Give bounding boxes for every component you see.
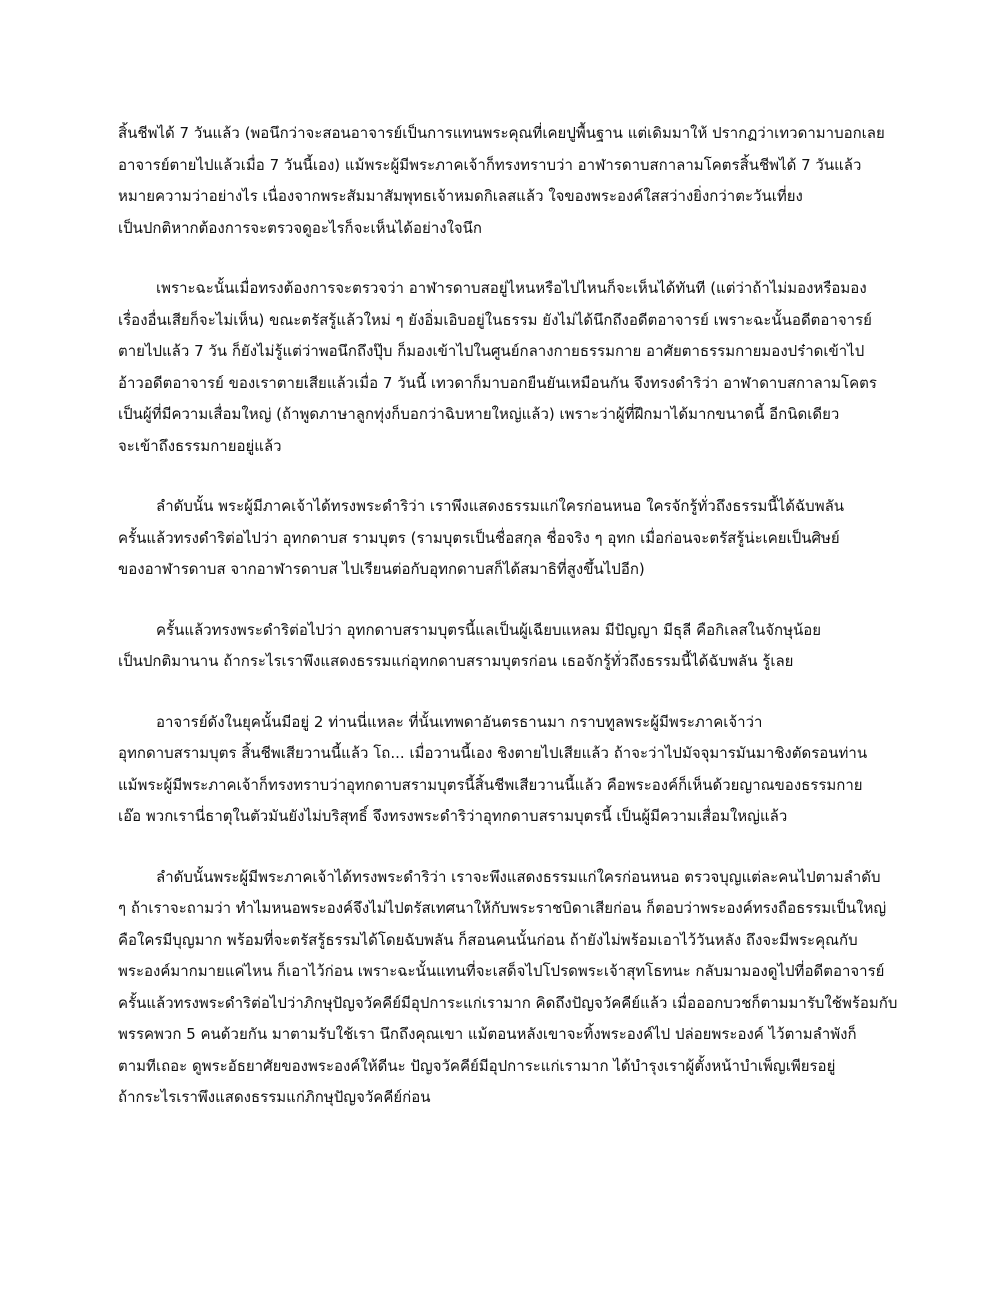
text-line: ของอาฬารดาบส จากอาฬารดาบส ไปเรียนต่อกับอุทกดาบสก็ได้สมาธิที่สูงขึ้นไปอีก) bbox=[118, 560, 645, 578]
document-body bbox=[118, 118, 898, 1143]
text-line: เป็นผู้ที่มีความเสื่อมใหญ่ (ถ้าพูดภาษาลูกทุ่งก็บอกว่าฉิบหายใหญ่แล้ว) เพราะว่าผู้ที่ฝึกมาได้มากขนาดนี้ อีกนิดเดียว bbox=[118, 405, 840, 423]
text-line: ครั้นแล้วทรงดำริต่อไปว่า อุทกดาบส รามบุตร (รามบุตรเป็นชื่อสกุล ชื่อจริง ๆ อุทก เมื่อก่อนจะตรัสรู้น่ะเคยเป็นศิษย์ bbox=[118, 528, 840, 547]
text-line: ๆ ถ้าเราจะถามว่า ทำไมหนอพระองค์จึงไม่ไปตรัสเทศนาให้กับพระราชบิดาเสียก่อน ก็ตอบว่าพระองค์ทรงถือธรรมเป็นใหญ่ bbox=[118, 899, 887, 917]
text-line: เพราะฉะนั้นเมื่อทรงต้องการจะตรวจว่า อาฬารดาบสอยู่ไหนหรือไปไหนก็จะเห็นได้ทันที (แต่ว่าถ้าไม่มองหรือมอง bbox=[156, 279, 867, 297]
text-line: อุทกดาบสรามบุตร สิ้นชีพเสียวานนี้แล้ว โถ... เมื่อวานนี้เอง ชิงตายไปเสียแล้ว ถ้าจะว่าไปมัจจุมารมันมาชิงตัดรอนท่าน bbox=[118, 744, 868, 762]
paragraph-5 bbox=[118, 707, 898, 833]
text-line: อ้าวอดีตอาจารย์ ของเราตายเสียแล้วเมื่อ 7 วันนี้ เทวดาก็มาบอกยืนยันเหมือนกัน จึงทรงดำริว่า อาฬาดาบสกาลามโคตร bbox=[118, 373, 877, 392]
text-line: ตายไปแล้ว 7 วัน ก็ยังไม่รู้แต่ว่าพอนึกถึงปุ๊บ ก็มองเข้าไปในศูนย์กลางกายธรรมกาย อาศัยตาธรรมกายมองปร๋าดเข้าไป bbox=[118, 342, 865, 360]
text-line: ลำดับนั้น พระผู้มีภาคเจ้าได้ทรงพระดำริว่า เราพึงแสดงธรรมแก่ใครก่อนหนอ ใครจักรู้ทั่วถึงธรรมนี้ได้ฉับพลัน bbox=[156, 497, 845, 515]
text-line: พระองค์มากมายแค่ไหน ก็เอาไว้ก่อน เพราะฉะนั้นแทนที่จะเสด็จไปโปรดพระเจ้าสุทโธทนะ กลับมามองดูไปที่อดีตอาจารย์ bbox=[118, 962, 885, 980]
text-line: แม้พระผู้มีพระภาคเจ้าก็ทรงทราบว่าอุทกดาบสรามบุตรนี้สิ้นชีพเสียวานนี้แล้ว คือพระองค์ก็เห็นด้วยญาณของธรรมกาย bbox=[118, 775, 863, 794]
paragraph-3 bbox=[118, 491, 898, 586]
text-line: เป็นปกติมานาน ถ้ากระไรเราพึงแสดงธรรมแก่อุทกดาบสรามบุตรก่อน เธอจักรู้ทั่วถึงธรรมนี้ได้ฉับพลัน รู้เลย bbox=[118, 652, 794, 670]
paragraph-4 bbox=[118, 615, 898, 678]
text-line: ครั้นแล้วทรงพระดำริต่อไปว่า อุทกดาบสรามบุตรนี้แลเป็นผู้เฉียบแหลม มีปัญญา มีธุลี คือกิเลสในจักษุน้อย bbox=[156, 620, 822, 639]
text-line: พรรคพวก 5 คนด้วยกัน มาตามรับใช้เรา นึกถึงคุณเขา แม้ตอนหลังเขาจะทิ้งพระองค์ไป ปล่อยพระองค์ ไว้ตามลำพังก็ bbox=[118, 1025, 857, 1043]
text-line: ลำดับนั้นพระผู้มีพระภาคเจ้าได้ทรงพระดำริว่า เราจะพึงแสดงธรรมแก่ใครก่อนหนอ ตรวจบุญแต่ละคนไปตามลำดับ bbox=[156, 867, 881, 886]
text-line: อาจารย์ตายไปแล้วเมื่อ 7 วันนี้เอง) แม้พระผู้มีพระภาคเจ้าก็ทรงทราบว่า อาฬารดาบสกาลามโคตรสิ้นชีพได้ 7 วันแล้ว bbox=[118, 155, 862, 174]
text-line: เป็นปกติหากต้องการจะตรวจดูอะไรก็จะเห็นได้อย่างใจนึก bbox=[118, 218, 483, 237]
text-line: ครั้นแล้วทรงพระดำริต่อไปว่าภิกษุปัญจวัคคีย์มีอุปการะแก่เรามาก คิดถึงปัญจวัคคีย์แล้ว เมื่อออกบวชก็ตามมารับใช้พร้อมกับ bbox=[118, 993, 898, 1012]
paragraph-1 bbox=[118, 118, 898, 244]
text-line: ถ้ากระไรเราพึงแสดงธรรมแก่ภิกษุปัญจวัคคีย์ก่อน bbox=[118, 1088, 431, 1106]
text-line: เรื่องอื่นเสียก็จะไม่เห็น) ขณะตรัสรู้แล้วใหม่ ๆ ยังอิ่มเอิบอยู่ในธรรม ยังไม่ได้นึกถึงอดีตอาจารย์ เพราะฉะนั้นอดีตอาจารย์ bbox=[118, 310, 872, 329]
text-line: สิ้นชีพได้ 7 วันแล้ว (พอนึกว่าจะสอนอาจารย์เป็นการแทนพระคุณที่เคยปูพื้นฐาน แต่เดิมมาให้ ปรากฏว่าเทวดามาบอกเลย bbox=[118, 124, 885, 142]
paragraph-6 bbox=[118, 862, 898, 1114]
text-line: คือใครมีบุญมาก พร้อมที่จะตรัสรู้ธรรมได้โดยฉับพลัน ก็สอนคนนั้นก่อน ถ้ายังไม่พร้อมเอาไว้วันหลัง ถึงจะมีพระคุณกับ bbox=[118, 930, 858, 949]
text-line: ตามทีเถอะ ดูพระอัธยาศัยของพระองค์ให้ดีนะ ปัญจวัคคีย์มีอุปการะแก่เรามาก ได้บำรุงเราผู้ตั้งหน้าบำเพ็ญเพียรอยู่ bbox=[118, 1056, 836, 1075]
text-line: หมายความว่าอย่างไร เนื่องจากพระสัมมาสัมพุทธเจ้าหมดกิเลสแล้ว ใจของพระองค์ใสสว่างยิ่งกว่าตะวันเที่ยง bbox=[118, 187, 803, 205]
paragraph-2 bbox=[118, 273, 898, 462]
text-line: อาจารย์ดังในยุคนั้นมีอยู่ 2 ท่านนี่แหละ ที่นั้นเทพดาอันตรธานมา กราบทูลพระผู้มีพระภาคเจ้าว่า bbox=[156, 712, 763, 731]
text-line: เอ๊อ พวกเรานี่ธาตุในตัวมันยังไม่บริสุทธิ์ จึงทรงพระดำริว่าอุทกดาบสรามบุตรนี้ เป็นผู้มีความเสื่อมใหญ่แล้ว bbox=[118, 807, 788, 825]
text-line: จะเข้าถึงธรรมกายอยู่แล้ว bbox=[118, 436, 282, 455]
